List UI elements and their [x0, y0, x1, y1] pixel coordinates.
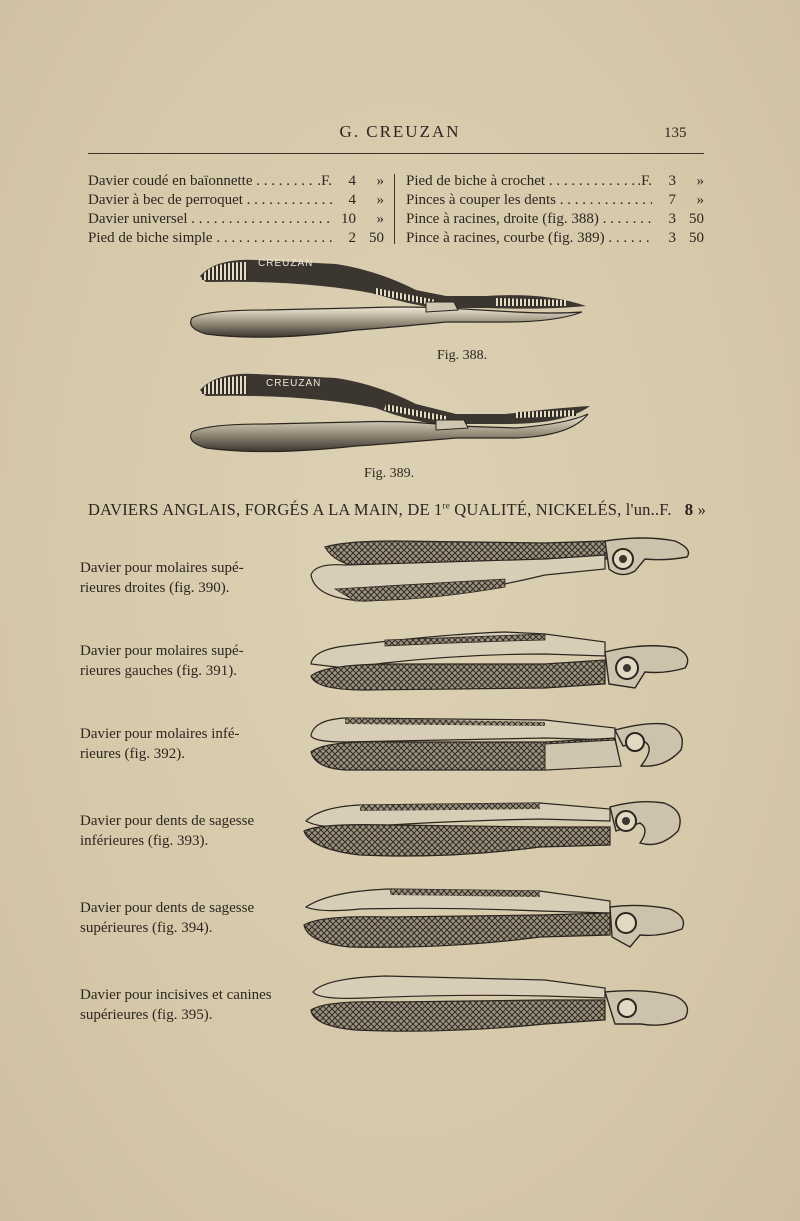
description-line: rieures gauches (fig. 391). [80, 663, 238, 679]
root-pliers-curved-illustration [186, 366, 596, 466]
heading-superscript: re [442, 500, 450, 511]
item-cents: » [376, 192, 384, 208]
section-heading [88, 500, 706, 520]
forceps-description [80, 641, 272, 681]
figure-caption: Fig. 389. [364, 466, 415, 481]
item-cents: » [696, 173, 704, 189]
section-price-suffix: » [697, 500, 707, 519]
item-name: Pinces à couper les dents . . . [406, 191, 652, 210]
description-line: inférieures (fig. 393). [80, 833, 209, 849]
figure-caption: Fig. 388. [437, 348, 488, 363]
forceps-illustration-394 [300, 885, 690, 955]
description-line: Davier pour molaires supé- [80, 560, 244, 576]
brand-stamp: CREUZAN [258, 258, 314, 269]
item-name: Pied de biche à crochet . . . [406, 172, 637, 191]
description-line: rieures (fig. 392). [80, 746, 185, 762]
brand-stamp: CREUZAN [266, 378, 322, 389]
forceps-illustration-392 [305, 712, 695, 780]
page-number: 135 [664, 125, 687, 141]
price-unit: .F. [317, 173, 332, 189]
description-line: Davier pour molaires supé- [80, 643, 244, 659]
item-name: Pince à racines, droite (fig. 388) . . . [406, 210, 652, 229]
price-row [88, 191, 384, 210]
item-name: Pied de biche simple . . . [88, 229, 332, 248]
price-row [406, 172, 704, 191]
item-cents: 50 [689, 211, 704, 227]
price-row [88, 172, 384, 191]
forceps-description [80, 898, 272, 938]
description-line: rieures droites (fig. 390). [80, 580, 230, 596]
item-cents: 50 [689, 230, 704, 246]
forceps-illustration-395 [305, 970, 695, 1036]
price-row [88, 229, 384, 248]
heading-text: DAVIERS ANGLAIS, FORGÉS A LA MAIN, DE 1 [88, 500, 443, 519]
item-name: Davier coudé en baïonnette . . . [88, 172, 317, 191]
price-row [88, 210, 384, 229]
header-rule [88, 153, 704, 154]
item-price: 4 [348, 173, 356, 189]
description-line: Davier pour molaires infé- [80, 726, 240, 742]
item-cents: » [696, 192, 704, 208]
description-line: Davier pour dents de sagesse [80, 813, 255, 829]
price-row [406, 191, 704, 210]
forceps-illustration-390 [305, 535, 695, 610]
price-unit: .F. [637, 173, 652, 189]
heading-text-continued: QUALITÉ, NICKELÉS, l'un..F. [449, 500, 672, 519]
item-price: 7 [668, 192, 676, 208]
forceps-illustration-393 [300, 797, 690, 865]
column-divider [394, 174, 395, 244]
item-cents: 50 [369, 230, 384, 246]
item-name: Davier à bec de perroquet . . . [88, 191, 332, 210]
forceps-description [80, 724, 272, 764]
running-title: G. CREUZAN [339, 122, 461, 141]
price-row [406, 210, 704, 229]
item-price: 3 [668, 230, 676, 246]
forceps-description [80, 558, 272, 598]
forceps-description [80, 985, 272, 1025]
item-name: Pince à racines, courbe (fig. 389) . . . [406, 229, 652, 248]
forceps-illustration-391 [305, 628, 695, 698]
price-row [406, 229, 704, 248]
section-price: 8 [684, 500, 694, 519]
description-line: Davier pour dents de sagesse [80, 900, 255, 916]
item-price: 10 [341, 211, 356, 227]
item-price: 2 [348, 230, 356, 246]
description-line: supérieures (fig. 394). [80, 920, 213, 936]
item-name: Davier universel . . . [88, 210, 332, 229]
price-list-left [88, 172, 384, 248]
price-list-right [406, 172, 704, 248]
root-pliers-straight-illustration [186, 252, 596, 352]
forceps-description [80, 811, 272, 851]
item-price: 4 [348, 192, 356, 208]
description-line: supérieures (fig. 395). [80, 1007, 213, 1023]
item-price: 3 [668, 173, 676, 189]
description-line: Davier pour incisives et canines [80, 987, 272, 1003]
item-price: 3 [668, 211, 676, 227]
item-cents: » [376, 173, 384, 189]
item-cents: » [376, 211, 384, 227]
